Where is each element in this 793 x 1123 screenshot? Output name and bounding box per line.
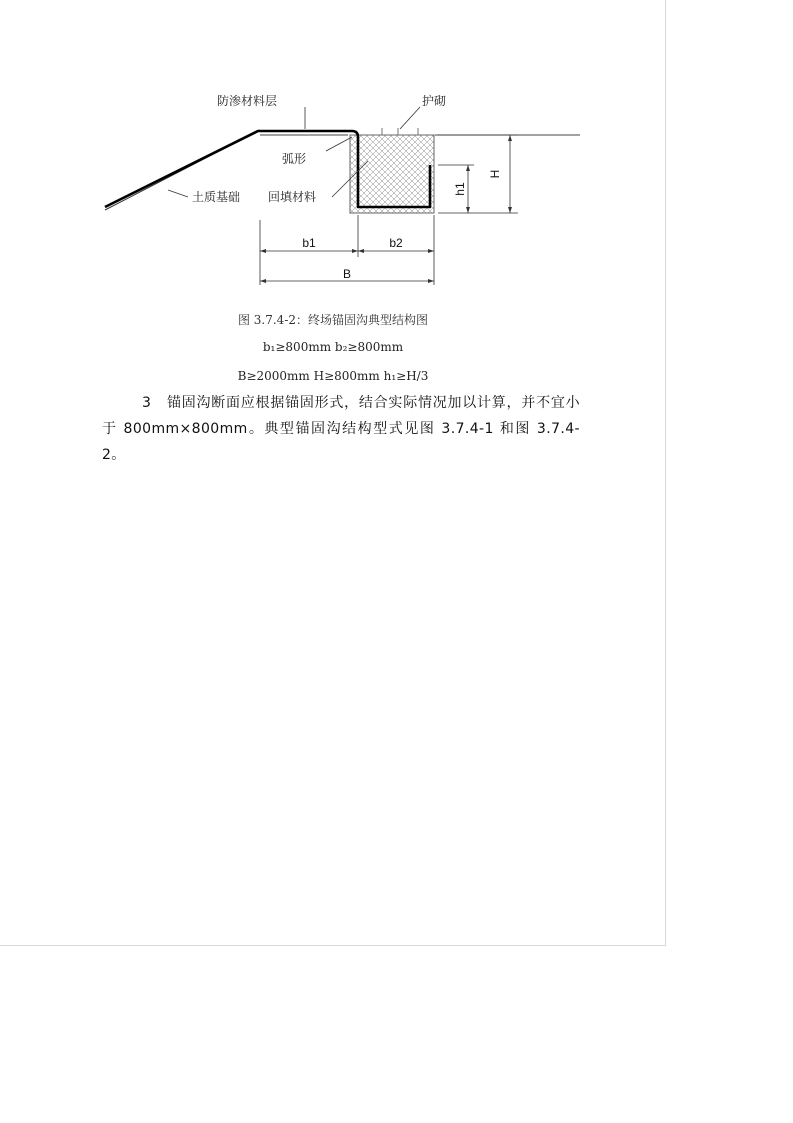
label-H: H [488, 169, 502, 179]
dimension-conditions-2: B≥2000mm H≥800mm h₁≥H/3 [237, 369, 429, 383]
label-h1: h1 [453, 182, 467, 196]
label-arc: 弧形 [282, 152, 307, 166]
trench-backfill-area [350, 135, 434, 213]
dimension-conditions-1: b₁≥800mm b₂≥800mm [262, 340, 404, 354]
anchor-trench-diagram [100, 85, 590, 295]
label-b2: b2 [389, 236, 403, 250]
label-masonry: 护砌 [422, 94, 447, 108]
label-backfill: 回填材料 [268, 190, 317, 204]
figure-caption: 图 3.7.4-2：终场锚固沟典型结构图 [237, 313, 429, 327]
masonry-marks [382, 128, 418, 135]
label-soil-foundation: 土质基础 [192, 190, 241, 204]
body-paragraph [102, 390, 580, 468]
paragraph-text: 锚固沟断面应根据锚固形式，结合实际情况加以计算，并不宜小于 800mm×800mm。典型锚固沟结构型式见图 3.7.4-1 和图 3.7.4-2。 [102, 395, 580, 463]
label-seepage-layer: 防渗材料层 [217, 94, 278, 108]
leader-soil [168, 190, 188, 197]
paragraph-number: 3 [142, 395, 152, 411]
leader-arc [326, 137, 352, 151]
leader-masonry [400, 107, 420, 129]
label-B: B [342, 267, 352, 281]
label-b1: b1 [302, 236, 316, 250]
